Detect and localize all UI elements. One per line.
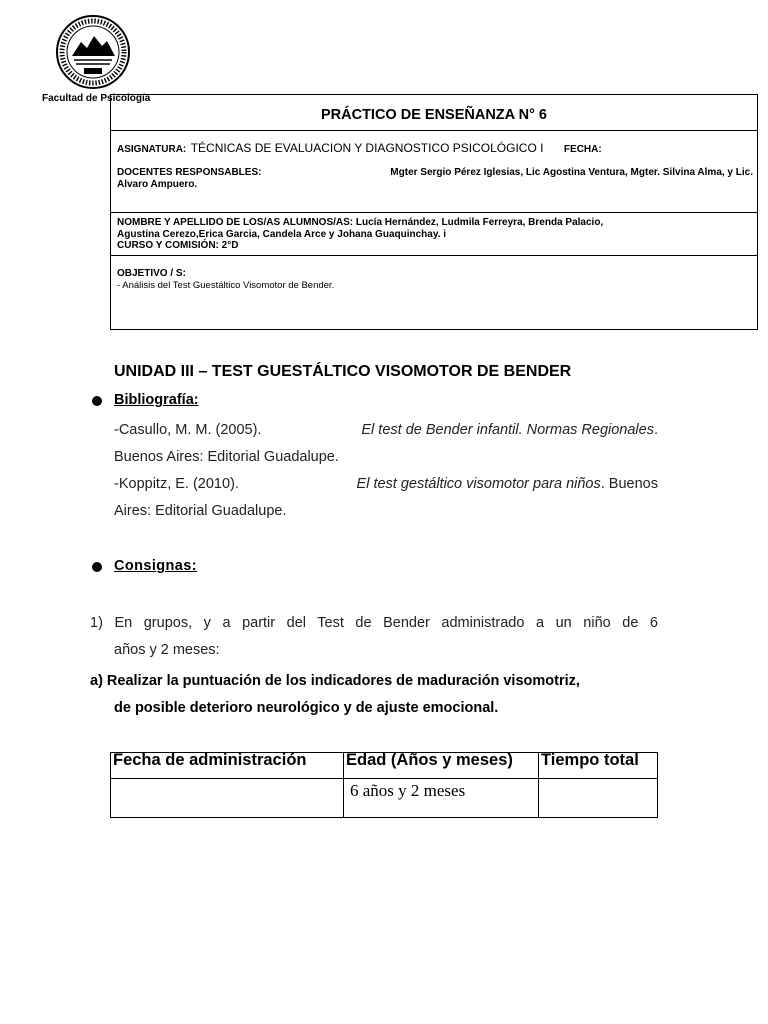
- reference-2-line-2: Aires: Editorial Guadalupe.: [114, 503, 287, 519]
- header-edad: Edad (Años y meses): [344, 753, 539, 779]
- reference-1-period: .: [653, 422, 658, 438]
- reference-1-author: -Casullo, M. M. (2005).: [114, 422, 262, 438]
- students-section: [111, 213, 757, 256]
- task-a: [90, 668, 580, 722]
- instructions-heading: Consignas:: [114, 558, 197, 574]
- docentes-label: DOCENTES RESPONSABLES:: [117, 167, 262, 178]
- university-seal-icon: [50, 14, 136, 92]
- task-a-line-1: a) Realizar la puntuación de los indicadores de maduración visomotriz,: [90, 673, 580, 689]
- docentes-line-2: Alvaro Ampuero.: [117, 178, 198, 190]
- bullet-icon: [92, 396, 102, 406]
- cell-tiempo[interactable]: [539, 779, 658, 818]
- bibliography-list: [114, 417, 658, 525]
- university-logo: [42, 14, 151, 104]
- header-fecha: Fecha de administración: [111, 753, 344, 779]
- reference-1-line-1: [114, 417, 658, 444]
- course-commission: CURSO Y COMISIÓN: 2°D: [117, 240, 239, 251]
- objective-item: - Análisis del Test Guestáltico Visomotor de Bender.: [117, 279, 335, 291]
- instruction-1-line-1: 1) En grupos, y a partir del Test de Bender administrado a un niño de 6: [90, 615, 658, 631]
- header-box: [110, 94, 758, 330]
- students-line-2: Agustina Cerezo,Erica Garcia, Candela Arce y Johana Guaquinchay. i: [117, 228, 446, 240]
- table-row: [111, 779, 658, 818]
- objective-label: OBJETIVO / S:: [117, 268, 186, 279]
- header-tiempo: Tiempo total: [539, 753, 658, 779]
- instruction-1: [90, 610, 658, 664]
- cell-edad[interactable]: [344, 779, 539, 818]
- asignatura-line: [117, 139, 602, 157]
- docentes-block: [117, 167, 753, 190]
- cell-edad-value: 6 años y 2 meses: [350, 781, 466, 800]
- instruction-1-line-2: años y 2 meses:: [114, 642, 220, 658]
- objective-section: [111, 256, 757, 331]
- cell-fecha[interactable]: [111, 779, 344, 818]
- asignatura-value: TÉCNICAS DE EVALUACION Y DIAGNOSTICO PSICOLÓGICO I: [190, 141, 544, 155]
- document-title: PRÁCTICO DE ENSEÑANZA N° 6: [111, 95, 757, 131]
- bibliography-heading: Bibliografía:: [114, 392, 199, 408]
- bullet-icon: [92, 562, 102, 572]
- reference-1-line-2: Buenos Aires: Editorial Guadalupe.: [114, 449, 339, 465]
- docentes-names: Mgter Sergio Pérez Iglesias, Lic Agostina Ventura, Mgter. Silvina Alma, y Lic.: [390, 167, 753, 178]
- docentes-line-1: [117, 167, 753, 179]
- task-a-line-2: de posible deterioro neurológico y de ajuste emocional.: [114, 700, 499, 716]
- fecha-label: FECHA:: [563, 144, 602, 155]
- asignatura-label: ASIGNATURA:: [117, 144, 187, 155]
- faculty-name: Facultad de Psicología: [42, 93, 151, 104]
- reference-2-author: -Koppitz, E. (2010).: [114, 476, 239, 492]
- reference-2-city-start: . Buenos: [600, 476, 658, 492]
- students-line-1: NOMBRE Y APELLIDO DE LOS/AS ALUMNOS/AS: Lucía Hernández, Ludmila Ferreyra, Brenda Palacio,: [117, 217, 604, 228]
- administration-table: [110, 752, 658, 818]
- reference-1-title: El test de Bender infantil. Normas Regionales: [361, 422, 654, 438]
- course-info-section: [111, 131, 757, 213]
- table-header-row: [111, 753, 658, 779]
- unit-title: UNIDAD III – TEST GUESTÁLTICO VISOMOTOR DE BENDER: [114, 363, 572, 380]
- reference-2-title: El test gestáltico visomotor para niños: [356, 476, 601, 492]
- reference-2-line-1: [114, 471, 658, 498]
